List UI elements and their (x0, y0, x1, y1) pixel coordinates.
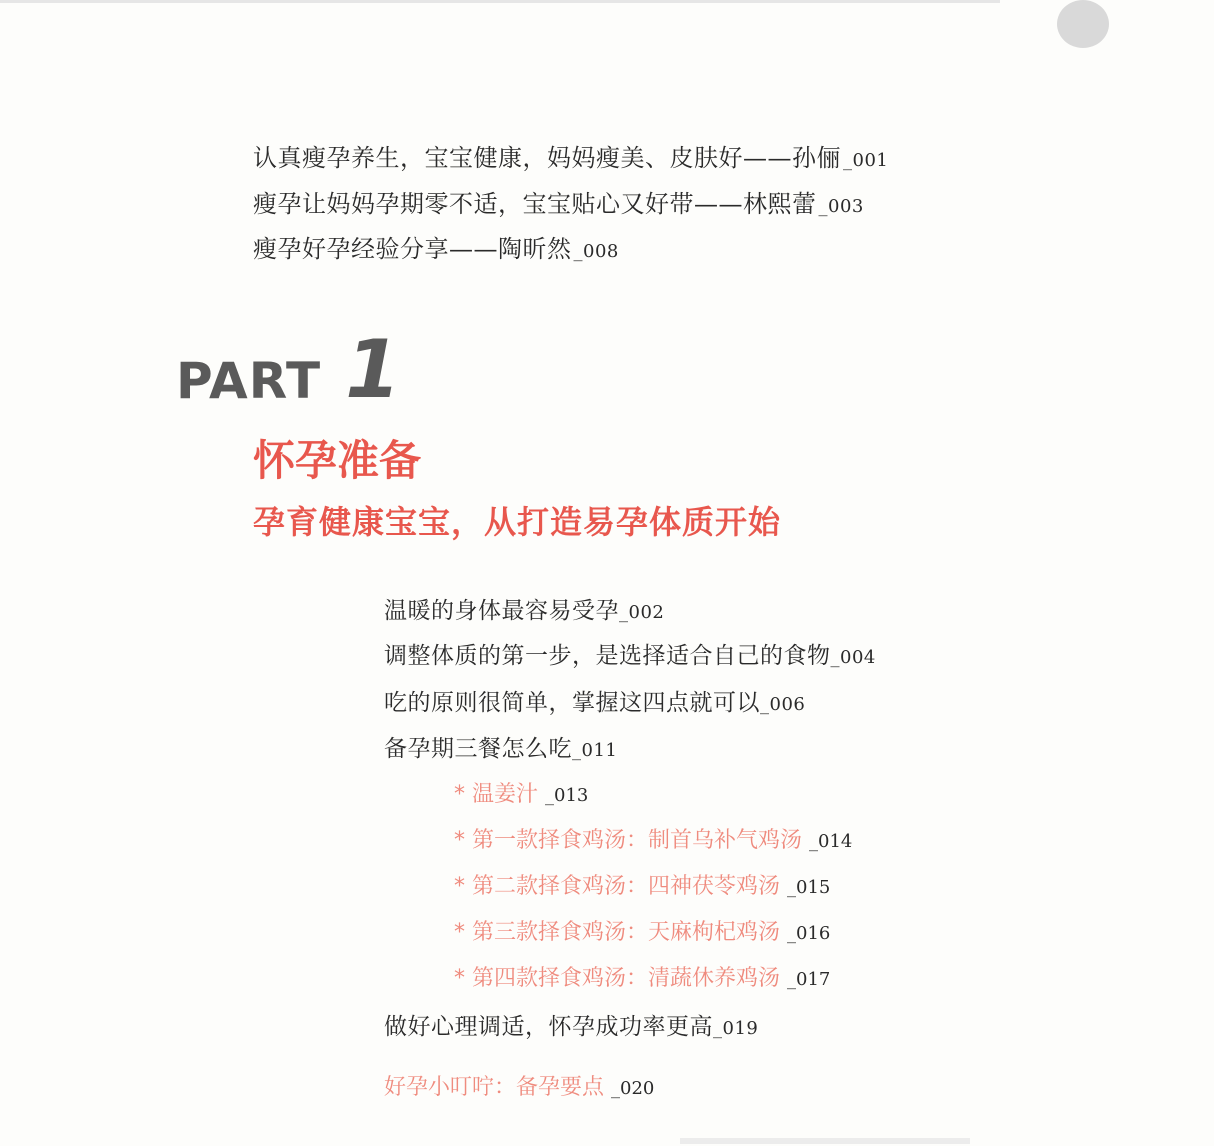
toc-entry[interactable] (384, 684, 805, 717)
toc-subentry-page: _016 (787, 923, 831, 944)
toc-entry-text: 做好心理调适，怀孕成功率更高 (384, 1014, 713, 1040)
toc-subentry[interactable] (454, 823, 852, 854)
toc-entry-page: _006 (760, 694, 806, 715)
toc-entry[interactable] (384, 730, 617, 763)
section-subtitle: 孕育健康宝宝，从打造易孕体质开始 (253, 503, 782, 541)
toc-entry-page: _019 (713, 1018, 759, 1039)
toc-tip-page: _020 (611, 1078, 655, 1099)
toc-entry-text: 备孕期三餐怎么吃 (384, 736, 572, 762)
toc-subentry-text: * 温姜汁 (454, 782, 538, 807)
toc-subentry[interactable] (454, 777, 588, 808)
preface-item[interactable] (253, 229, 619, 264)
toc-subentry-text: * 第三款择食鸡汤：天麻枸杞鸡汤 (454, 920, 780, 945)
preface-item-page: _001 (843, 150, 889, 171)
part-heading (176, 323, 401, 416)
top-rule (0, 0, 1000, 3)
toc-entry-page: _011 (572, 740, 618, 761)
preface-item-text: 认真瘦孕养生，宝宝健康，妈妈瘦美、皮肤好——孙俪 (253, 144, 841, 172)
toc-tip[interactable] (384, 1070, 654, 1101)
preface-item-page: _008 (573, 241, 619, 262)
preface-item-page: _003 (818, 196, 864, 217)
toc-entry[interactable] (384, 1008, 758, 1041)
toc-entry[interactable] (384, 592, 664, 625)
preface-item-text: 瘦孕好孕经验分享——陶昕然 (253, 235, 572, 263)
toc-subentry[interactable] (454, 961, 830, 992)
toc-entry-text: 温暖的身体最容易受孕 (384, 598, 619, 624)
toc-entry[interactable] (384, 637, 876, 670)
toc-subentry-page: _017 (787, 969, 831, 990)
toc-entry-text: 吃的原则很简单，掌握这四点就可以 (384, 690, 760, 716)
toc-entry-text: 调整体质的第一步，是选择适合自己的食物 (384, 643, 831, 669)
toc-tip-text: 好孕小叮咛：备孕要点 (384, 1075, 605, 1100)
toc-subentry-page: _014 (809, 831, 853, 852)
toc-subentry-page: _015 (787, 877, 831, 898)
preface-item-text: 瘦孕让妈妈孕期零不适，宝宝贴心又好带——林熙蕾 (253, 190, 817, 218)
toc-subentry-text: * 第一款择食鸡汤：制首乌补气鸡汤 (454, 828, 802, 853)
toc-subentry[interactable] (454, 869, 830, 900)
part-word: PART (176, 352, 322, 410)
part-number: 1 (345, 323, 401, 416)
toc-entry-page: _002 (619, 602, 665, 623)
toc-entry-page: _004 (830, 647, 876, 668)
toc-subentry-text: * 第二款择食鸡汤：四神茯苓鸡汤 (454, 874, 780, 899)
preface-item[interactable] (253, 184, 864, 219)
section-title: 怀孕准备 (253, 436, 422, 485)
toc-subentry[interactable] (454, 915, 830, 946)
preface-item[interactable] (253, 138, 888, 173)
toc-subentry-page: _013 (545, 785, 589, 806)
toc-subentry-text: * 第四款择食鸡汤：清蔬休养鸡汤 (454, 966, 780, 991)
page-corner-circle (1057, 0, 1109, 48)
bottom-rule (680, 1138, 970, 1144)
